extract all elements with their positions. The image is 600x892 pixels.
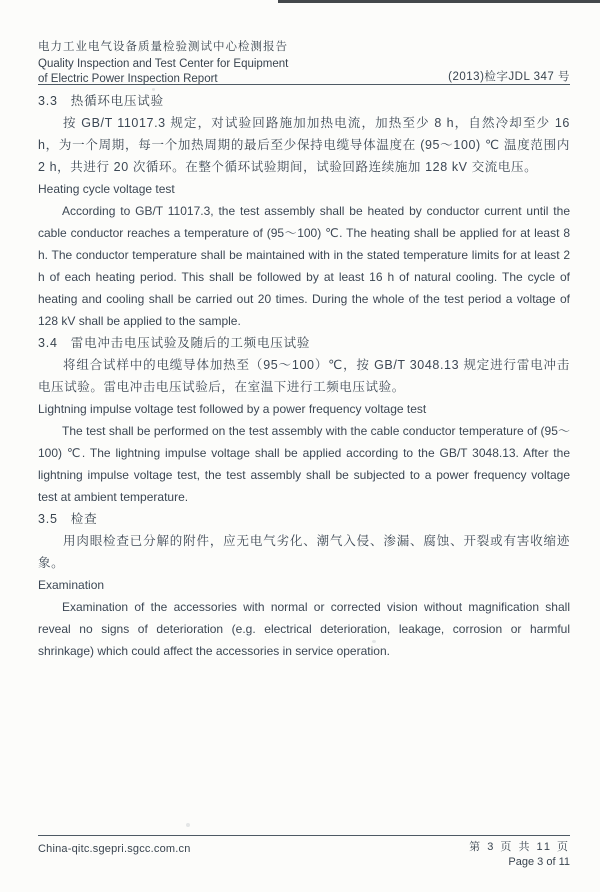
- section-number: 3.3: [38, 94, 58, 108]
- scan-edge-artifact: [278, 0, 600, 3]
- section-title-zh: 热循环电压试验: [70, 94, 164, 108]
- section-heading: [38, 508, 570, 530]
- footer-website: China-qitc.sgepri.sgcc.com.cn: [38, 843, 191, 855]
- section-heading: [38, 332, 570, 354]
- footer-page-en: Page 3 of 11: [508, 856, 570, 868]
- header-title-en-line2: of Electric Power Inspection Report: [38, 72, 218, 85]
- footer-page-info: [469, 840, 570, 870]
- paragraph-zh: 用肉眼检查已分解的附件，应无电气劣化、潮气入侵、渗漏、腐蚀、开裂或有害收缩迹象。: [38, 534, 570, 570]
- paragraph-zh: 将组合试样中的电缆导体加热至（95～100）℃，按 GB/T 3048.13 规定进行雷电冲击电压试验。雷电冲击电压试验后，在室温下进行工频电压试验。: [38, 358, 570, 394]
- paragraph-en: The test shall be performed on the test assembly with the cable conductor temperature of (95～100) ℃. The lightning impulse voltage shall be applied according to the GB/T 3048.13. After the lightning impulse voltage test, the test assembly shall be subjected to a power frequency voltage test at ambient temperature.: [38, 424, 570, 504]
- section-3-3: [38, 90, 570, 332]
- section-title-en: Heating cycle voltage test: [38, 182, 175, 196]
- header-title-zh: 电力工业电气设备质量检验测试中心检测报告: [38, 41, 288, 53]
- report-header: [38, 38, 570, 86]
- section-number: 3.4: [38, 336, 58, 350]
- report-body: [38, 90, 570, 662]
- paragraph-en: Examination of the accessories with normal or corrected vision without magnification shall reveal no signs of deterioration (e.g. electrical deterioration, leakage, corrosion or harmful shrinkage) which could affect the accessories in service operation.: [38, 600, 570, 658]
- section-title-en: Lightning impulse voltage test followed by a power frequency voltage test: [38, 402, 427, 416]
- report-number: (2013)检字JDL 347 号: [448, 71, 570, 83]
- footer-page-zh: 第 3 页 共 11 页: [469, 841, 570, 853]
- scan-speckle: [186, 823, 190, 827]
- section-title-zh: 雷电冲击电压试验及随后的工频电压试验: [70, 336, 311, 350]
- paragraph-zh: 按 GB/T 11017.3 规定，对试验回路施加加热电流，加热至少 8 h，自然冷却至少 16 h，为一个周期，每一个加热周期的最后至少保持电缆导体温度在 (95～100) ℃ 温度范围内 2 h，共进行 20 次循环。在整个循环试验期间，试验回路连续施加 128 kV 交流电压。: [38, 116, 570, 174]
- section-title-zh: 检查: [70, 512, 98, 526]
- section-3-4: [38, 332, 570, 508]
- section-heading: [38, 90, 570, 112]
- header-title-en-line1: Quality Inspection and Test Center for Equipment: [38, 58, 289, 70]
- header-rule: [38, 84, 570, 85]
- paragraph-en: According to GB/T 11017.3, the test assembly shall be heated by conductor current until the cable conductor reaches a temperature of (95～100) ℃. The heating shall be applied for at least 8 h. The conductor temperature shall be maintained with in the stated temperature limits for at least 2 h of each heating period. This shall be followed by at least 16 h of natural cooling. The cycle of heating and cooling shall be carried out 20 times. During the whole of the test period a voltage of 128 kV shall be applied to the sample.: [38, 204, 570, 328]
- section-3-5: [38, 508, 570, 662]
- footer-rule: [38, 835, 570, 836]
- section-title-en: Examination: [38, 578, 105, 592]
- section-number: 3.5: [38, 512, 58, 526]
